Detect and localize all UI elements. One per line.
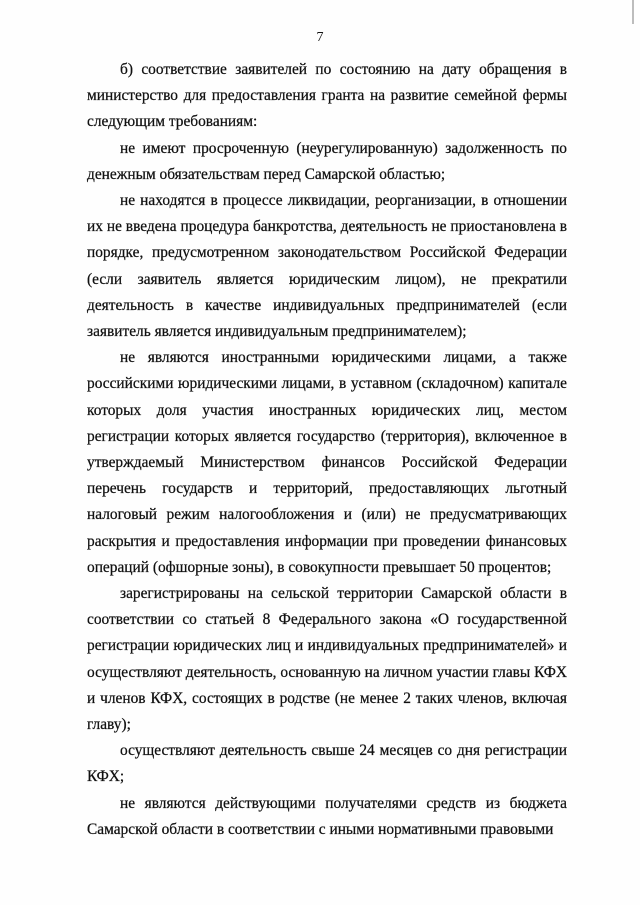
- paragraph-not-foreign: не являются иностранными юридическими лицами, а также российскими юридическими лицами, в уставном (складочном) капитале которых доля участия иностранных юридических лиц, местом регистрации которых является государство (территория), включенное в утверждаемый Министерством финансов Российской Федерации перечень государств и территорий, предоставляющих льготный налоговый режим налогообложения и (или) не предусматривающих раскрытия и предоставления информации при проведении финансовых операций (офшорные зоны), в совокупности превышает 50 процентов;: [87, 349, 567, 576]
- paragraph-registered: зарегистрированы на сельской территории Самарской области в соответствии со статьей 8 Федерального закона «О государственной регистрации юридических лиц и индивидуальных предпринимателей» и осуществляют деятельность, основанную на личном участии главы КФХ и членов КФХ, состоящих в родстве (не менее 2 таких членов, включая главу);: [87, 585, 567, 734]
- paragraph-b-intro: б) соответствие заявителей по состоянию на дату обращения в министерство для предоставления гранта на развитие семейной фермы следующим требованиям:: [87, 61, 567, 131]
- paragraph-activity-duration: осуществляют деятельность свыше 24 месяцев со дня регистрации КФХ;: [87, 742, 567, 786]
- scan-edge-mark: [632, 0, 634, 24]
- page-number: 7: [316, 30, 324, 45]
- paragraph-no-liquidation: не находятся в процессе ликвидации, реорганизации, в отношении их не введена процедура банкротства, деятельность не приостановлена в порядке, предусмотренном законодательством Российской Федерации (если заявитель является юридическим лицом), не прекратили деятельность в качестве индивидуальных предпринимателей (если заявитель является индивидуальным предпринимателем);: [87, 192, 567, 341]
- paragraph-not-recipients: не являются действующими получателями средств из бюджета Самарской области в соответствии с иными нормативными правовыми: [87, 794, 567, 838]
- document-body: [87, 57, 567, 843]
- paragraph-no-debt: не имеют просроченную (неурегулированную) задолженность по денежным обязательствам перед Самарской областью;: [87, 139, 567, 183]
